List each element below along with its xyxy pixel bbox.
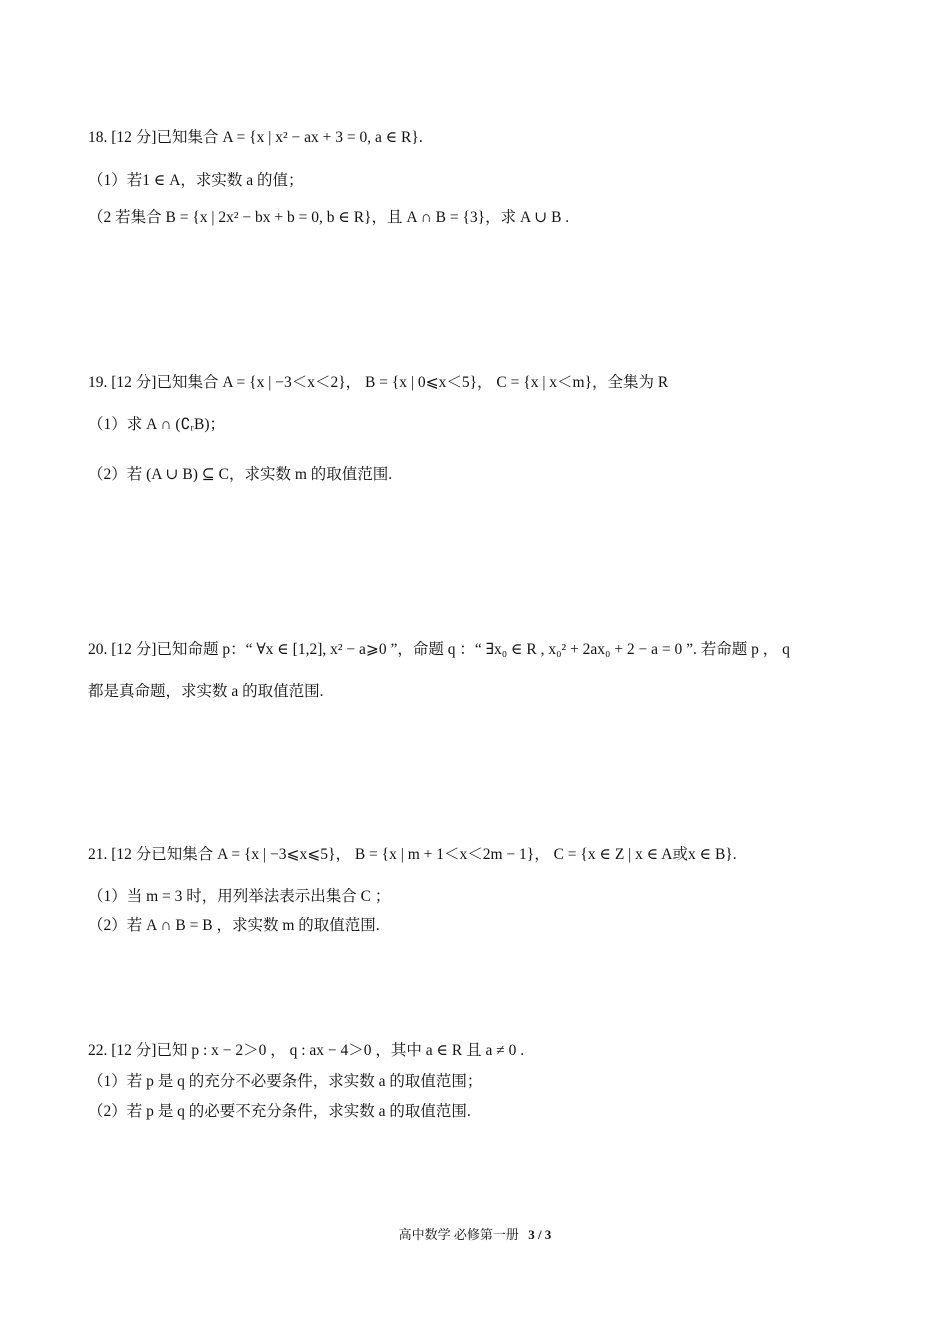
question-21-stem: 21. [12 分已知集合 A = {x | −3⩽x⩽5}， B = {x | m + 1＜x＜2m − 1}， C = {x ∈ Z | x ∈ A或x ∈ B}.: [88, 846, 737, 863]
question-20-stem: 20. [12 分]已知命题 p：“ ∀x ∈ [1,2], x² − a⩾0 ”，命题 q ：“ ∃x₀ ∈ R , x₀² + 2ax₀ + 2 − a = 0 ”. 若命题 p ， q: [88, 641, 790, 658]
footer-title: 高中数学 必修第一册: [398, 1227, 519, 1242]
page-footer: [0, 1226, 950, 1244]
question-18-stem: 18. [12 分]已知集合 A = {x | x² − ax + 3 = 0, a ∈ R}.: [88, 129, 423, 146]
question-22-part-1: （1）若 p 是 q 的充分不必要条件，求实数 a 的取值范围；: [88, 1073, 483, 1090]
question-21-part-1: （1）当 m = 3 时，用列举法表示出集合 C ；: [88, 888, 391, 905]
question-22-stem: 22. [12 分]已知 p : x − 2＞0 ， q : ax − 4＞0 ，其中 a ∈ R 且 a ≠ 0 .: [88, 1042, 525, 1059]
question-19-part-2: （2）若 (A ∪ B) ⊆ C，求实数 m 的取值范围.: [88, 466, 393, 483]
question-19-part-1: （1）求 A ∩ (∁ᵣB)；: [88, 416, 225, 433]
question-18-part-2: （2 若集合 B = {x | 2x² − bx + b = 0, b ∈ R}，且 A ∩ B = {3}，求 A ∪ B .: [88, 209, 570, 226]
question-20-stem-continued: 都是真命题，求实数 a 的取值范围.: [88, 683, 324, 700]
question-18-part-1: （1）若1 ∈ A，求实数 a 的值；: [88, 172, 304, 189]
page-number: 3 / 3: [528, 1227, 552, 1242]
question-19-stem: 19. [12 分]已知集合 A = {x | −3＜x＜2}， B = {x | 0⩽x＜5}， C = {x | x＜m}，全集为 R: [88, 374, 669, 391]
question-21-part-2: （2）若 A ∩ B = B ，求实数 m 的取值范围.: [88, 917, 380, 934]
question-22-part-2: （2）若 p 是 q 的必要不充分条件，求实数 a 的取值范围.: [88, 1103, 471, 1120]
